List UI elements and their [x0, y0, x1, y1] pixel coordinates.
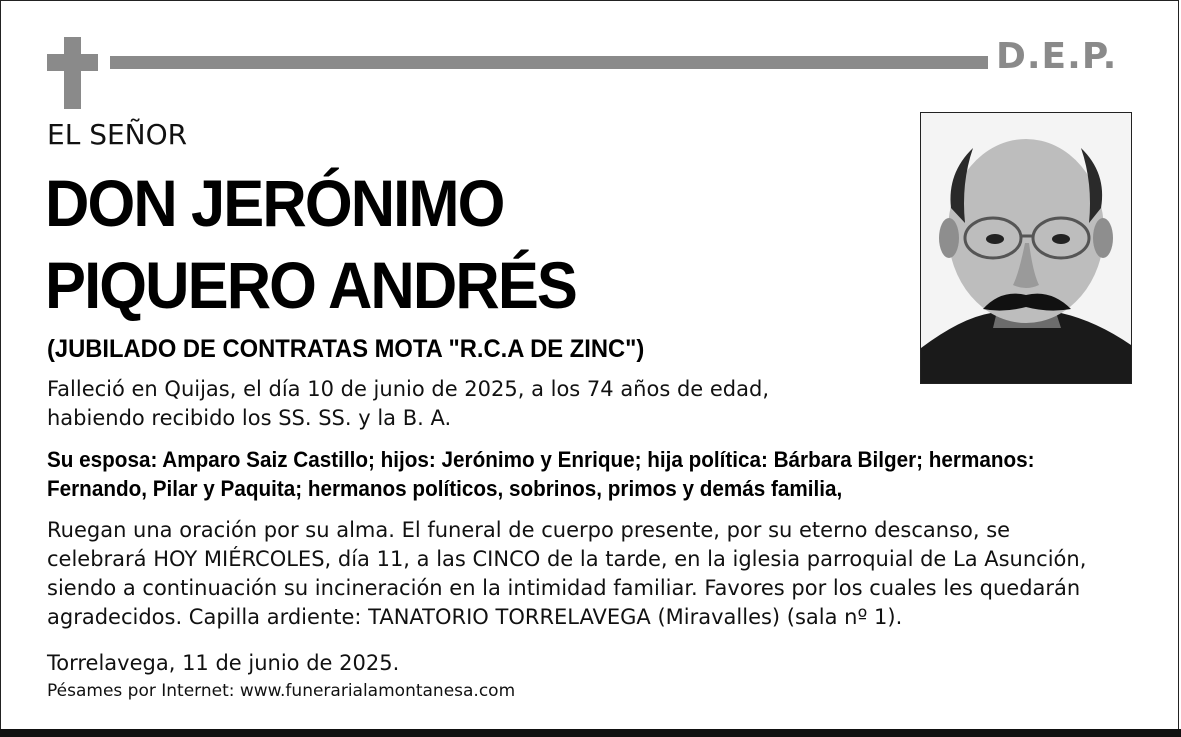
funeral-line-1: Ruegan una oración por su alma. El funeral de cuerpo presente, por su eterno descanso, se	[47, 518, 1011, 542]
family-line-1: Su esposa: Amparo Saiz Castillo; hijos: Jerónimo y Enrique; hija política: Bárbara Bilger; hermanos:	[47, 447, 1035, 472]
death-info-line-2: habiendo recibido los SS. SS. y la B. A.	[47, 406, 452, 430]
title-label: EL SEÑOR	[47, 118, 188, 151]
occupation: (JUBILADO DE CONTRATAS MOTA "R.C.A DE ZINC")	[47, 335, 645, 363]
deceased-name-line-2: PIQUERO ANDRÉS	[45, 248, 577, 322]
place-date: Torrelavega, 11 de junio de 2025.	[47, 651, 400, 675]
funeral-line-2: celebrará HOY MIÉRCOLES, día 11, a las CINCO de la tarde, en la iglesia parroquial de La Asunción,	[47, 547, 1087, 571]
death-info-line-1: Falleció en Quijas, el día 10 de junio de 2025, a los 74 años de edad,	[47, 377, 770, 401]
portrait-drawing	[921, 113, 1131, 383]
deceased-name-line-1: DON JERÓNIMO	[45, 166, 504, 240]
header-rule	[110, 56, 988, 69]
portrait-photo	[920, 112, 1132, 384]
family-line-2: Fernando, Pilar y Paquita; hermanos políticos, sobrinos, primos y demás familia,	[47, 476, 843, 501]
cross-horizontal-bar	[47, 54, 98, 71]
dep-heading: D.E.P.	[996, 36, 1118, 77]
funeral-line-3: siendo a continuación su incineración en la intimidad familiar. Favores por los cuales les quedarán	[47, 576, 1081, 600]
condolences-website: Pésames por Internet: www.funerarialamontanesa.com	[47, 681, 516, 701]
cross-vertical-bar	[64, 37, 81, 109]
footer-rule	[0, 729, 1181, 737]
funeral-line-4: agradecidos. Capilla ardiente: TANATORIO TORRELAVEGA (Miravalles) (sala nº 1).	[47, 605, 903, 629]
